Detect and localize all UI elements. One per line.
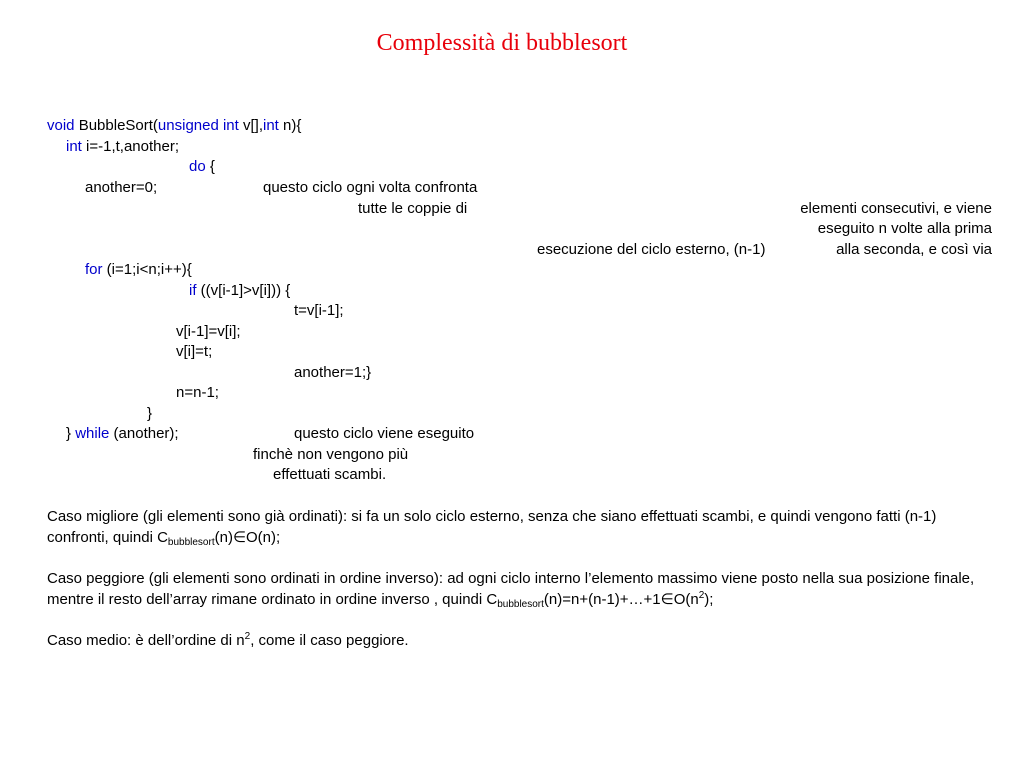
code-line-signature <box>47 117 301 135</box>
best-case-text: Caso migliore (gli elementi sono già ordinati): si fa un solo ciclo esterno, senza che siano effettuati scambi, e quindi vengono fatti (n-1) confronti, quindi C <box>47 508 937 546</box>
best-case-subscript: bubblesort <box>167 537 215 548</box>
comment-outer-loop-1: questo ciclo viene eseguito <box>294 425 475 442</box>
worst-case-end: ); <box>704 591 714 608</box>
keyword-do: do <box>189 158 206 175</box>
param-end: n){ <box>278 117 302 134</box>
do-brace: { <box>205 158 215 175</box>
comment-outer-loop-3: effettuati scambi. <box>273 466 387 483</box>
function-name: BubbleSort( <box>78 117 158 134</box>
while-brace: } <box>66 425 72 442</box>
average-case-text: Caso medio: è dell’ordine di n <box>47 632 245 649</box>
worst-case-subscript: bubblesort <box>497 599 544 610</box>
comment-inner-loop-5: esecuzione del ciclo esterno, (n-1) <box>537 241 766 258</box>
code-line-if <box>189 282 290 300</box>
worst-case-text: Caso peggiore (gli elementi sono ordinati in ordine inverso): ad ogni ciclo interno l’elemento massimo viene posto nella sua posizione finale, mentre il resto dell’array rimane ordinato in ordine inverso , quindi C <box>47 570 975 608</box>
code-line-while <box>66 425 179 443</box>
average-case-paragraph <box>47 630 997 651</box>
keyword-int: int <box>66 138 82 155</box>
worst-case-exponent: 2 <box>698 590 705 601</box>
code-line-swap-3: v[i]=t; <box>176 343 213 360</box>
keyword-unsigned-int: unsigned int <box>157 117 239 134</box>
code-line-do <box>189 158 215 176</box>
code-line-another-set: another=1;} <box>294 364 372 381</box>
comment-inner-loop-4: eseguito n volte alla prima <box>817 220 992 237</box>
code-line-swap-1: t=v[i-1]; <box>294 302 344 319</box>
if-condition: ((v[i-1]>v[i])) { <box>196 282 291 299</box>
comment-inner-loop-3: elementi consecutivi, e viene <box>800 200 992 217</box>
declarations-text: i=-1,t,another; <box>81 138 179 155</box>
keyword-if: if <box>189 282 197 299</box>
comment-inner-loop-6: alla seconda, e così via <box>836 241 992 258</box>
keyword-for: for <box>85 261 103 278</box>
best-case-paragraph <box>47 506 997 548</box>
comment-inner-loop-1: questo ciclo ogni volta confronta <box>263 179 478 196</box>
keyword-void: void <box>47 117 75 134</box>
code-line-another-reset: another=0; <box>85 179 158 196</box>
keyword-while: while <box>75 425 110 442</box>
worst-case-formula: (n)=n+(n-1)+…+1∈O(n <box>543 591 699 608</box>
code-line-for <box>85 261 192 279</box>
comment-outer-loop-2: finchè non vengono più <box>253 446 409 463</box>
best-case-end: (n)∈O(n); <box>214 529 281 546</box>
param-array: v[], <box>238 117 263 134</box>
worst-case-paragraph <box>47 568 997 610</box>
slide-title: Complessità di bubblesort <box>376 30 628 56</box>
code-line-swap-2: v[i-1]=v[i]; <box>176 323 241 340</box>
code-line-decrement: n=n-1; <box>176 384 219 401</box>
average-case-exponent: 2 <box>244 631 251 642</box>
for-header: (i=1;i<n;i++){ <box>102 261 192 278</box>
average-case-end: , come il caso peggiore. <box>250 632 409 649</box>
while-condition: (another); <box>109 425 179 442</box>
code-line-declarations <box>66 138 179 156</box>
code-line-close-for: } <box>147 405 153 422</box>
keyword-int: int <box>263 117 279 134</box>
comment-inner-loop-2: tutte le coppie di <box>358 200 468 217</box>
